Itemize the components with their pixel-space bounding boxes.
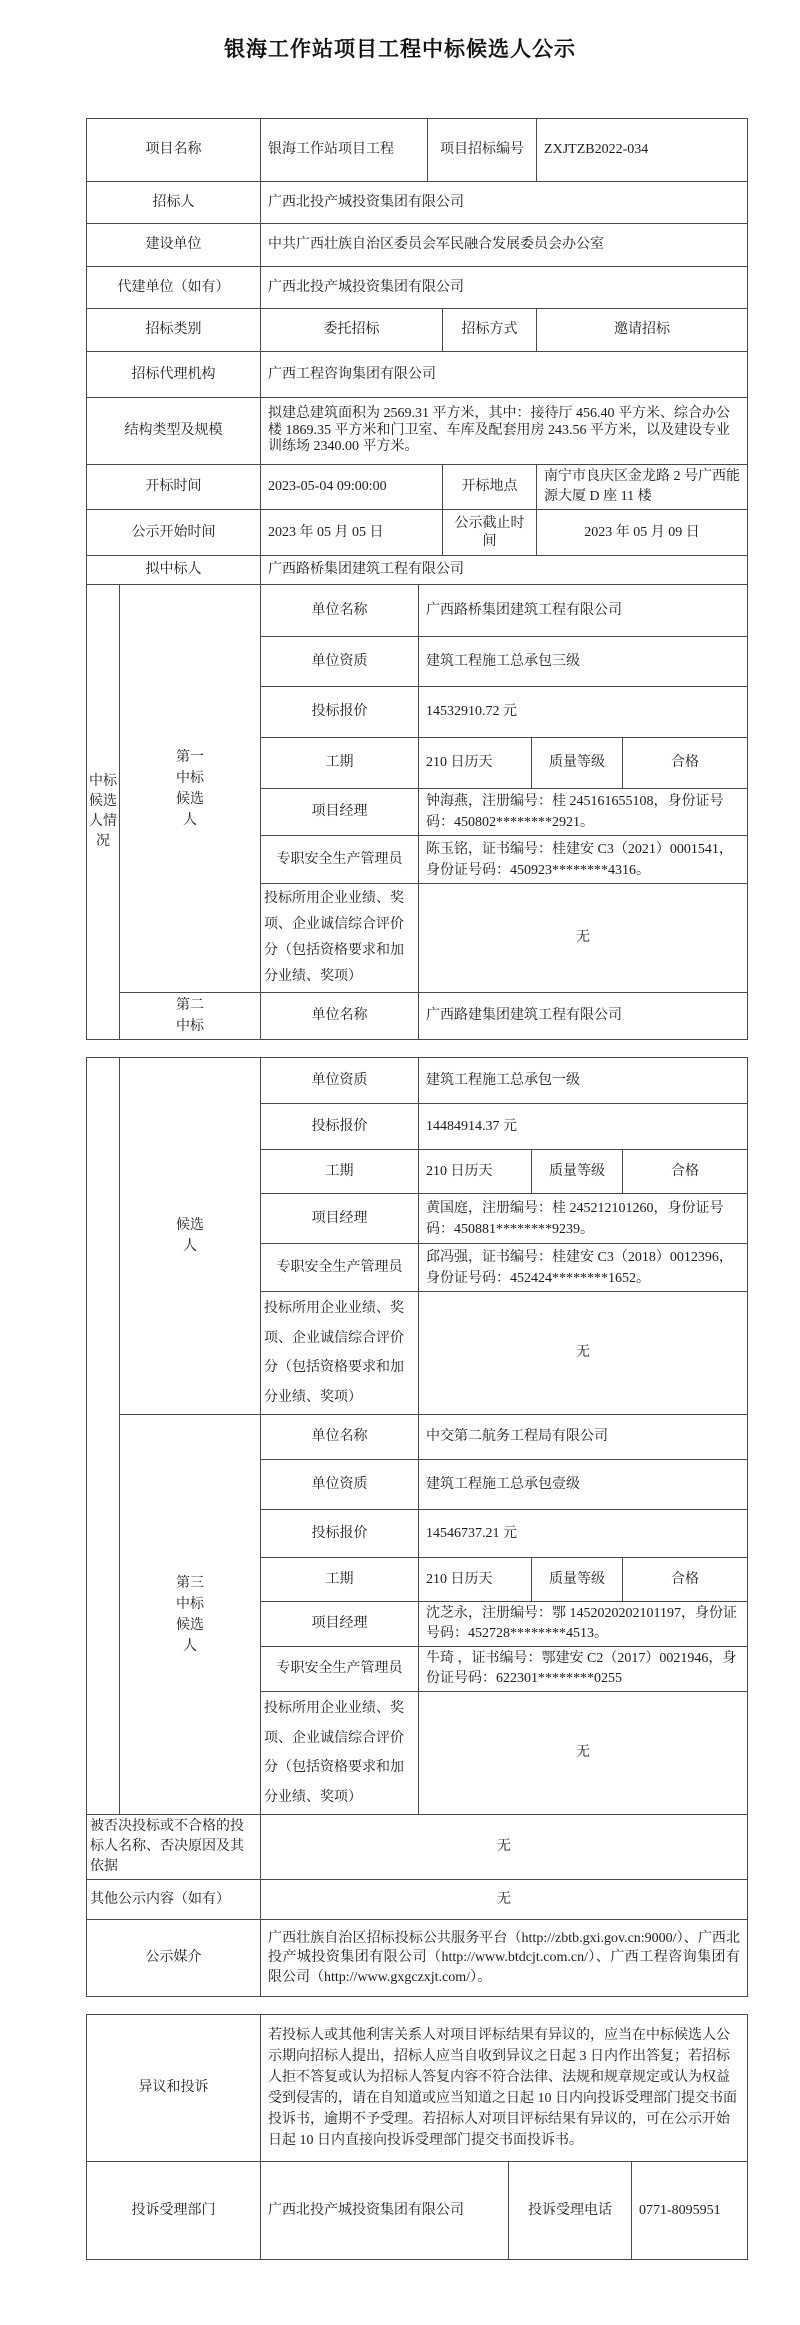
candidate-2-price-value: 14484914.37 元 (419, 1104, 748, 1150)
candidate-2-name-value: 广西路建集团建筑工程有限公司 (419, 993, 748, 1040)
builder-label: 建设单位 (87, 224, 261, 267)
page-title: 银海工作站项目工程中标候选人公示 (224, 37, 576, 61)
candidate-1-name-value: 广西路桥集团建筑工程有限公司 (419, 585, 748, 637)
candidate-3-safety-value: 牛琦 ，证书编号：鄂建安 C2（2017）0021946，身份证号码：622301********0255 (419, 1647, 748, 1692)
proposed-winner-value: 广西路桥集团建筑工程有限公司 (261, 556, 748, 585)
candidate-3-qualification-label: 单位资质 (261, 1460, 419, 1510)
rejected-bidders-value: 无 (261, 1815, 748, 1880)
candidate-1-price-label: 投标报价 (261, 687, 419, 738)
structure-value: 拟建总建筑面积为 2569.31 平方米，其中：接待厅 456.40 平方米、综合办公楼 1869.35 平方米和门卫室、车库及配套用房 243.56 平方米，以及建设专业训练场 2340.00 平方米。 (261, 398, 748, 465)
bid-category-label: 招标类别 (87, 309, 261, 352)
candidate-2-quality-label: 质量等级 (532, 1150, 623, 1194)
candidate-2-price-label: 投标报价 (261, 1104, 419, 1150)
candidate-2-label-top-text: 第二中标 (176, 998, 204, 1034)
candidate-3-price-label: 投标报价 (261, 1510, 419, 1558)
candidate-3-quality-value: 合格 (623, 1558, 748, 1602)
publish-end-value: 2023 年 05 月 09 日 (537, 510, 748, 556)
rejected-bidders-label: 被否决投标或不合格的投标人名称、否决原因及其依据 (87, 1815, 261, 1880)
candidate-2-performance-value: 无 (419, 1292, 748, 1415)
project-info-table (86, 118, 748, 1040)
candidates-table-continued (86, 1057, 748, 1997)
agency-value: 广西工程咨询集团有限公司 (261, 352, 748, 398)
tenderee-label: 招标人 (87, 182, 261, 224)
candidate-1-safety-value: 陈玉铭，证书编号：桂建安 C3（2021）0001541，身份证号码：450923********4316。 (419, 836, 748, 884)
objection-label: 异议和投诉 (87, 2015, 261, 2162)
bid-category-value: 委托招标 (261, 309, 443, 352)
complaint-dept-label: 投诉受理部门 (87, 2162, 261, 2260)
candidate-1-price-value: 14532910.72 元 (419, 687, 748, 738)
candidate-3-name-value: 中交第二航务工程局有限公司 (419, 1415, 748, 1460)
candidate-3-label (120, 1415, 261, 1815)
proposed-winner-label: 拟中标人 (87, 556, 261, 585)
other-content-label: 其他公示内容（如有） (87, 1880, 261, 1920)
project-code-label: 项目招标编号 (428, 119, 537, 182)
candidate-1-label-text: 第一中标候选人 (176, 749, 204, 828)
agent-build-label: 代建单位（如有） (87, 267, 261, 309)
project-name-label: 项目名称 (87, 119, 261, 182)
candidate-1-qualification-label: 单位资质 (261, 637, 419, 687)
candidate-2-duration-value: 210 日历天 (419, 1150, 532, 1194)
candidate-1-qualification-value: 建筑工程施工总承包三级 (419, 637, 748, 687)
candidate-3-duration-label: 工期 (261, 1558, 419, 1602)
candidate-2-performance-label: 投标所用企业业绩、奖项、企业诚信综合评价分（包括资格要求和加分业绩、奖项） (261, 1292, 419, 1415)
open-time-value: 2023-05-04 09:00:00 (261, 465, 443, 510)
builder-value: 中共广西壮族自治区委员会军民融合发展委员会办公室 (261, 224, 748, 267)
candidate-3-label-text: 第三中标候选人 (176, 1575, 204, 1654)
media-label: 公示媒介 (87, 1920, 261, 1997)
candidate-2-manager-label: 项目经理 (261, 1194, 419, 1244)
candidate-1-performance-value: 无 (419, 884, 748, 993)
candidate-1-performance-label: 投标所用企业业绩、奖项、企业诚信综合评价分（包括资格要求和加分业绩、奖项） (261, 884, 419, 993)
open-place-label: 开标地点 (443, 465, 537, 510)
candidate-2-label-bottom (120, 1058, 261, 1415)
candidates-section-spacer-cell (87, 1058, 120, 1815)
candidate-3-name-label: 单位名称 (261, 1415, 419, 1460)
candidate-1-label (120, 585, 261, 993)
candidate-1-safety-label: 专职安全生产管理员 (261, 836, 419, 884)
structure-label: 结构类型及规模 (87, 398, 261, 465)
candidate-2-quality-value: 合格 (623, 1150, 748, 1194)
media-value: 广西壮族自治区招标投标公共服务平台（http://zbtb.gxi.gov.cn:9000/）、广西北投产城投资集团有限公司（http://www.btdcjt.com.cn/）、广西工程咨询集团有限公司（http://www.gxgczxjt.com/）。 (261, 1920, 748, 1997)
complaint-dept-value: 广西北投产城投资集团有限公司 (261, 2162, 509, 2260)
open-place-value: 南宁市良庆区金龙路 2 号广西能源大厦 D 座 11 楼 (537, 465, 748, 510)
publish-start-value: 2023 年 05 月 05 日 (261, 510, 443, 556)
candidate-1-duration-label: 工期 (261, 738, 419, 789)
candidate-1-manager-label: 项目经理 (261, 789, 419, 836)
candidate-1-quality-value: 合格 (623, 738, 748, 789)
candidate-3-manager-value: 沈芝永，注册编号：鄂 1452020202101197，身份证号码：452728********4513。 (419, 1602, 748, 1647)
candidate-1-duration-value: 210 日历天 (419, 738, 532, 789)
candidate-1-name-label: 单位名称 (261, 585, 419, 637)
candidate-3-performance-label: 投标所用企业业绩、奖项、企业诚信综合评价分（包括资格要求和加分业绩、奖项） (261, 1692, 419, 1815)
agency-label: 招标代理机构 (87, 352, 261, 398)
candidate-3-price-value: 14546737.21 元 (419, 1510, 748, 1558)
candidate-2-label-top (120, 993, 261, 1040)
publish-start-label: 公示开始时间 (87, 510, 261, 556)
complaint-phone-label: 投诉受理电话 (509, 2162, 632, 2260)
candidate-2-manager-value: 黄国庭，注册编号：桂 245212101260，身份证号码：450881********9239。 (419, 1194, 748, 1244)
agent-build-value: 广西北投产城投资集团有限公司 (261, 267, 748, 309)
candidate-2-name-label: 单位名称 (261, 993, 419, 1040)
tenderee-value: 广西北投产城投资集团有限公司 (261, 182, 748, 224)
bid-method-value: 邀请招标 (537, 309, 748, 352)
project-name-value: 银海工作站项目工程 (261, 119, 428, 182)
candidate-3-duration-value: 210 日历天 (419, 1558, 532, 1602)
candidate-2-qualification-value: 建筑工程施工总承包一级 (419, 1058, 748, 1104)
candidates-section-label: 中标候选人情况 (87, 585, 120, 1040)
candidate-3-manager-label: 项目经理 (261, 1602, 419, 1647)
candidate-3-qualification-value: 建筑工程施工总承包壹级 (419, 1460, 748, 1510)
candidate-3-quality-label: 质量等级 (532, 1558, 623, 1602)
project-code-value: ZXJTZB2022-034 (537, 119, 748, 182)
candidate-1-manager-value: 钟海燕，注册编号：桂 245161655108，身份证号码：450802********2921。 (419, 789, 748, 836)
objection-value: 若投标人或其他利害关系人对项目评标结果有异议的，应当在中标候选人公示期向招标人提出，招标人应当自收到异议之日起 3 日内作出答复；若招标人拒不答复或认为招标人答复内容不符合法律、法规和规章规定或认为权益受到侵害的，请在自知道或应当知道之日起 10 日内向投诉受理部门提交书面投诉书，逾期不予受理。若招标人对项目评标结果有异议的，可在公示开始日起 10 日内直接向投诉受理部门提交书面投诉书。 (261, 2015, 748, 2162)
candidate-2-label-bottom-text: 候选人 (176, 1218, 204, 1254)
candidate-2-duration-label: 工期 (261, 1150, 419, 1194)
candidate-3-safety-label: 专职安全生产管理员 (261, 1647, 419, 1692)
other-content-value: 无 (261, 1880, 748, 1920)
objection-table (86, 2014, 748, 2260)
open-time-label: 开标时间 (87, 465, 261, 510)
candidate-2-qualification-label: 单位资质 (261, 1058, 419, 1104)
candidate-3-performance-value: 无 (419, 1692, 748, 1815)
bid-method-label: 招标方式 (443, 309, 537, 352)
candidate-2-safety-value: 邱冯强，证书编号：桂建安 C3（2018）0012396，身份证号码：452424********1652。 (419, 1244, 748, 1292)
publish-end-label: 公示截止时间 (443, 510, 537, 556)
candidate-1-quality-label: 质量等级 (532, 738, 623, 789)
complaint-phone-value: 0771-8095951 (632, 2162, 748, 2260)
candidate-2-safety-label: 专职安全生产管理员 (261, 1244, 419, 1292)
